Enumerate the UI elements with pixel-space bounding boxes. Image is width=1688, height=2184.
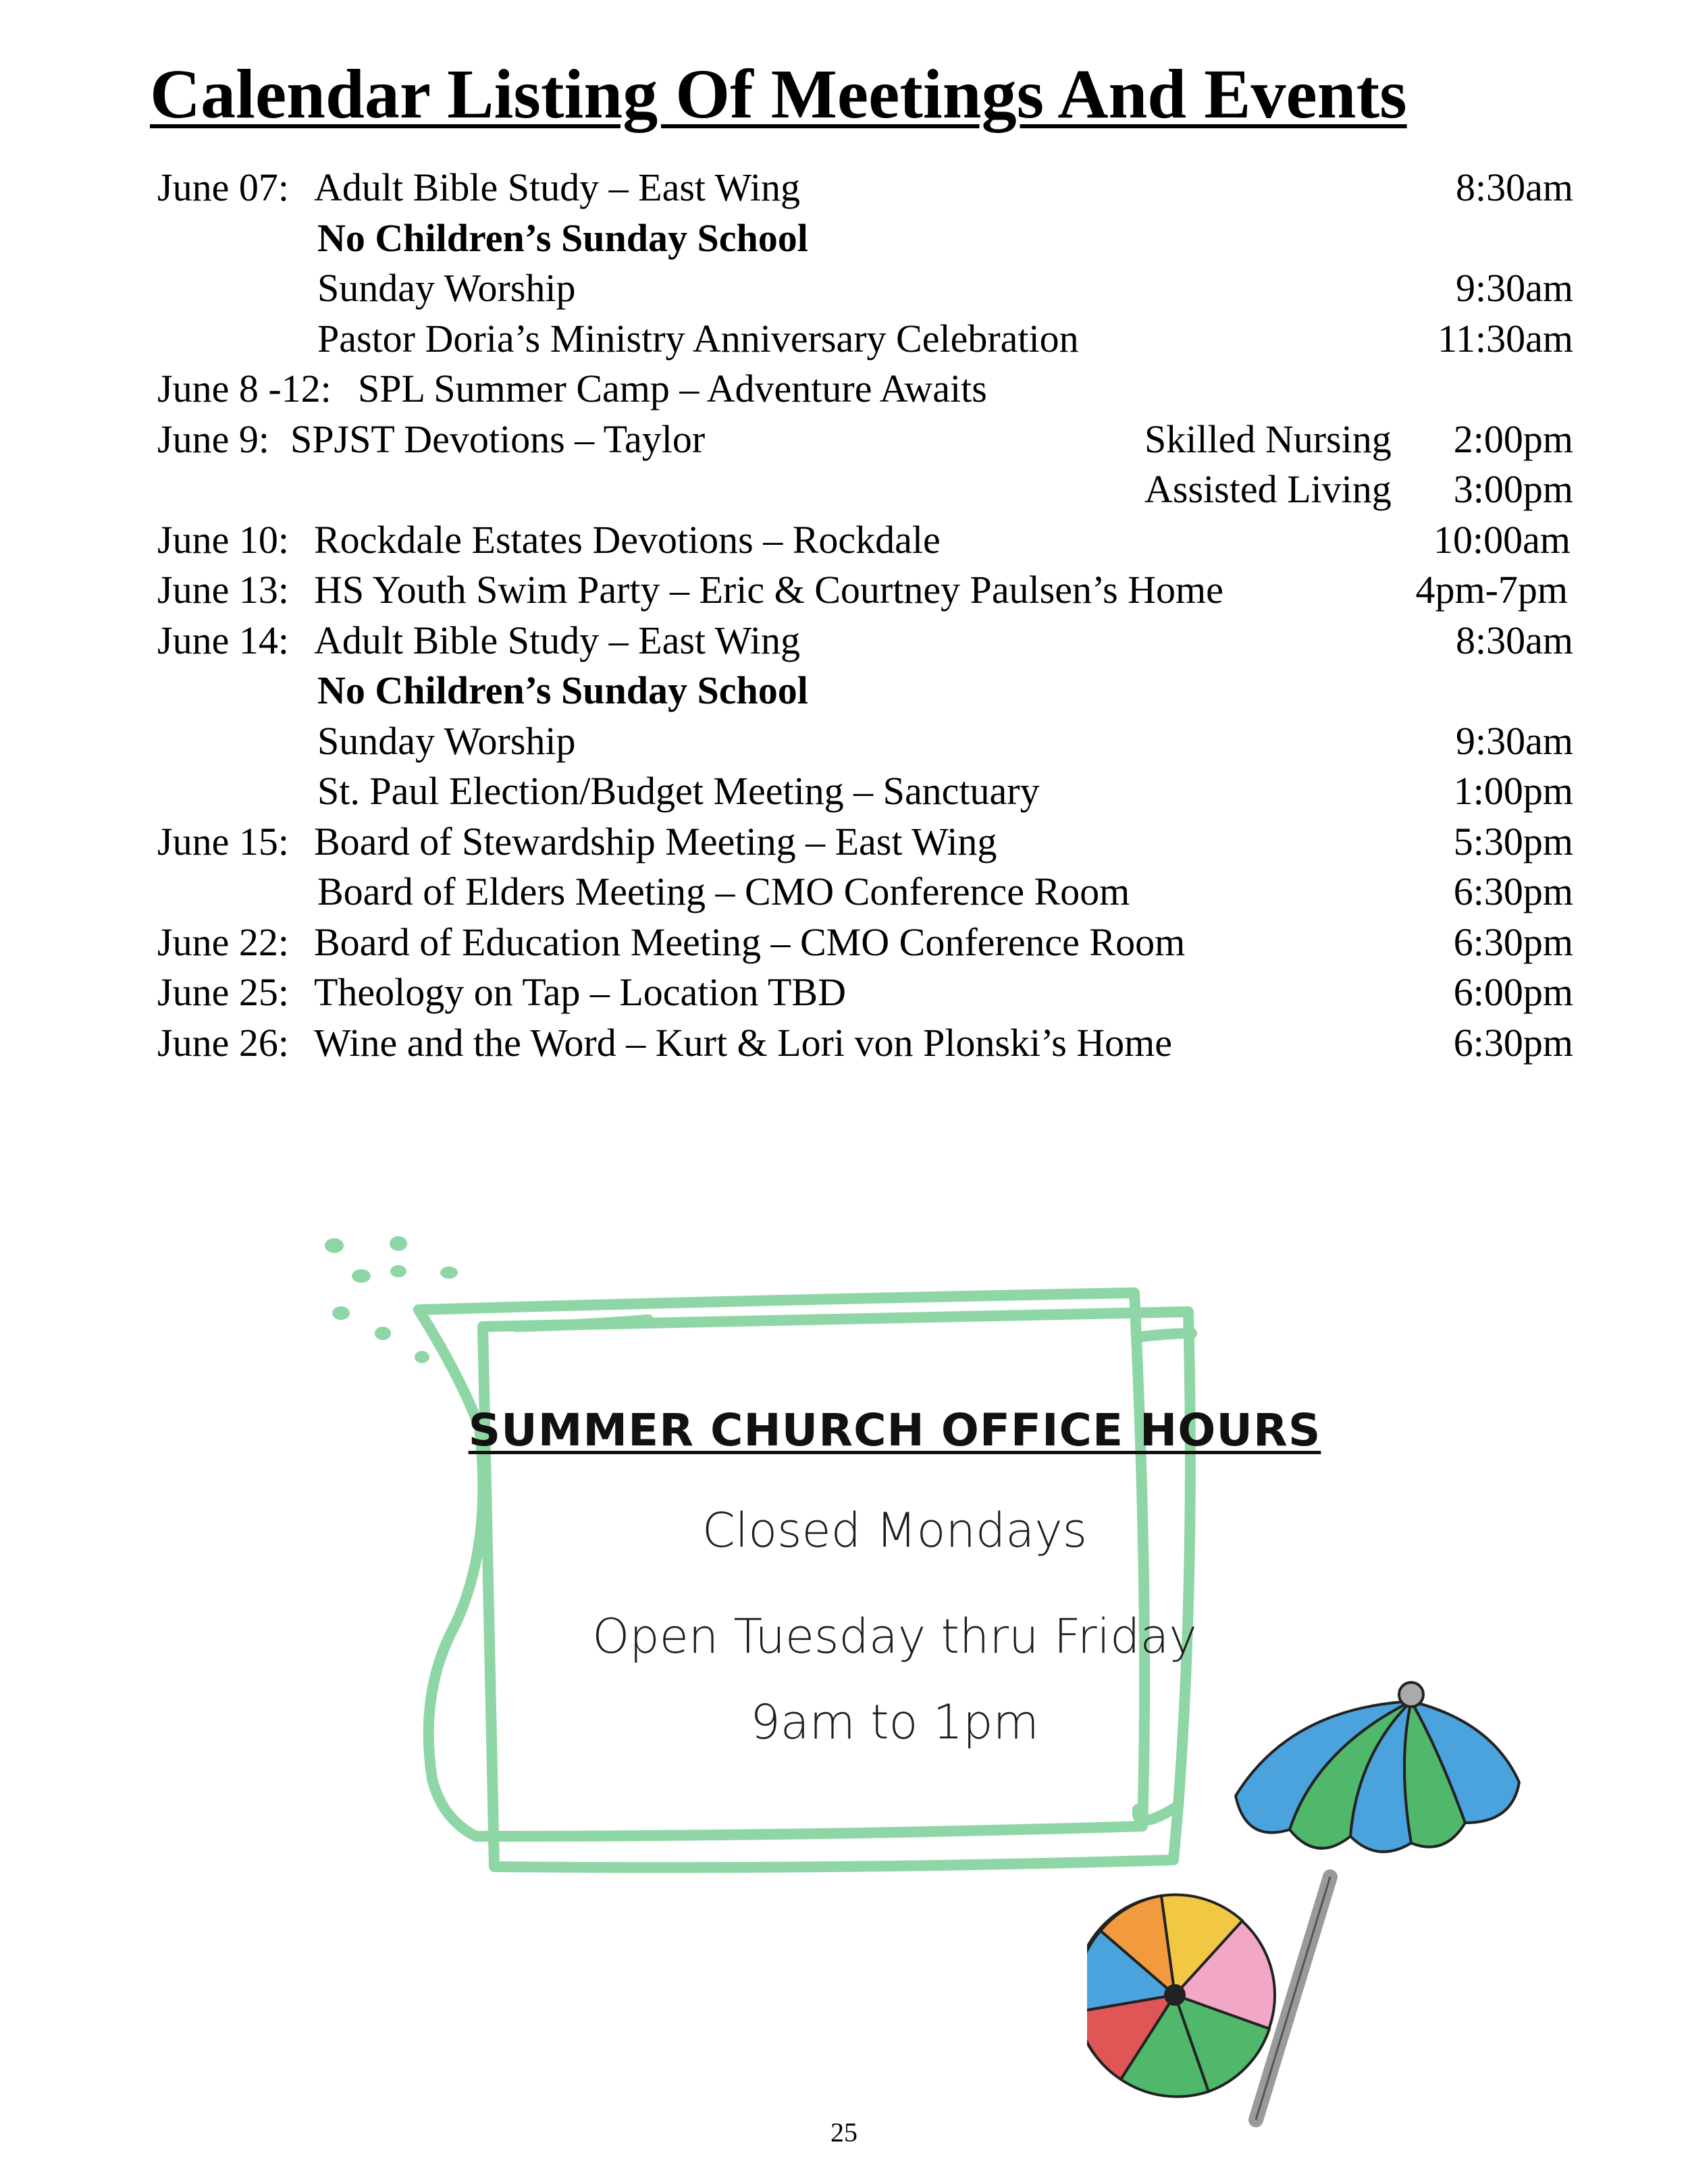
event-row bbox=[0, 265, 1688, 312]
event-location-detail: Skilled Nursing bbox=[1144, 417, 1392, 461]
event-row bbox=[0, 667, 1688, 714]
event-date: June 8 -12: bbox=[157, 367, 332, 410]
event-time: 9:30am bbox=[1456, 266, 1573, 310]
event-date: June 26: bbox=[157, 1020, 289, 1065]
event-time: 11:30am bbox=[1438, 316, 1573, 361]
event-row bbox=[0, 416, 1688, 463]
event-location-detail: Assisted Living bbox=[1144, 467, 1392, 511]
event-row bbox=[0, 818, 1688, 865]
office-hours-open-days: Open Tuesday thru Friday bbox=[592, 1609, 1197, 1664]
event-row bbox=[0, 617, 1688, 664]
event-date: June 10: bbox=[157, 517, 289, 562]
event-time: 6:00pm bbox=[1453, 970, 1573, 1014]
event-row bbox=[0, 868, 1688, 915]
event-description: Theology on Tap – Location TBD bbox=[314, 970, 846, 1014]
event-description: No Children’s Sunday School bbox=[317, 668, 808, 712]
event-description: Board of Stewardship Meeting – East Wing bbox=[314, 819, 997, 863]
event-row bbox=[0, 768, 1688, 815]
event-row bbox=[0, 919, 1688, 966]
event-description: Sunday Worship bbox=[317, 266, 576, 310]
event-time: 6:30pm bbox=[1453, 870, 1573, 913]
event-description: Pastor Doria’s Ministry Anniversary Celebration bbox=[317, 316, 1079, 361]
beach-ball-icon bbox=[1087, 1895, 1275, 2097]
event-date: June 13: bbox=[157, 568, 289, 612]
event-description: HS Youth Swim Party – Eric & Courtney Paulsen’s Home bbox=[314, 568, 1223, 612]
event-description: St. Paul Election/Budget Meeting – Sanctuary bbox=[317, 769, 1040, 813]
office-hours-closed: Closed Mondays bbox=[702, 1503, 1088, 1558]
event-description: Adult Bible Study – East Wing bbox=[314, 618, 800, 662]
event-row bbox=[0, 215, 1688, 262]
event-time: 2:00pm bbox=[1453, 417, 1573, 461]
event-time: 8:30am bbox=[1456, 618, 1573, 662]
event-description: SPJST Devotions – Taylor bbox=[290, 417, 706, 461]
page-number: 25 bbox=[830, 2117, 858, 2148]
event-date: June 25: bbox=[157, 970, 289, 1014]
event-time: 6:30pm bbox=[1453, 1020, 1573, 1065]
event-description: No Children’s Sunday School bbox=[317, 215, 808, 260]
event-time: 10:00am bbox=[1433, 517, 1571, 562]
beach-umbrella-illustration bbox=[1087, 1661, 1600, 2147]
event-description: SPL Summer Camp – Adventure Awaits bbox=[358, 367, 987, 410]
event-row bbox=[0, 516, 1688, 564]
event-description: Board of Elders Meeting – CMO Conference Room bbox=[317, 870, 1130, 913]
event-time: 6:30pm bbox=[1453, 920, 1573, 964]
event-row bbox=[0, 718, 1688, 765]
event-row bbox=[0, 315, 1688, 363]
office-hours-title: SUMMER CHURCH OFFICE HOURS bbox=[468, 1404, 1321, 1456]
page-title: Calendar Listing Of Meetings And Events bbox=[150, 55, 1407, 133]
event-time: 3:00pm bbox=[1453, 467, 1573, 511]
event-row bbox=[0, 566, 1688, 614]
event-time: 1:00pm bbox=[1453, 769, 1573, 813]
event-date: June 9: bbox=[157, 417, 269, 461]
event-date: June 07: bbox=[157, 165, 289, 209]
event-time: 5:30pm bbox=[1453, 819, 1573, 863]
event-description: Wine and the Word – Kurt & Lori von Plonski’s Home bbox=[314, 1020, 1173, 1065]
event-row bbox=[0, 969, 1688, 1016]
event-time: 9:30am bbox=[1456, 718, 1573, 763]
event-date: June 15: bbox=[157, 819, 289, 863]
event-date: June 22: bbox=[157, 920, 289, 964]
event-date: June 14: bbox=[157, 618, 289, 662]
event-description: Sunday Worship bbox=[317, 718, 576, 763]
office-hours-time: 9am to 1pm bbox=[750, 1695, 1039, 1750]
event-time: 8:30am bbox=[1456, 165, 1573, 209]
event-row bbox=[0, 1019, 1688, 1067]
event-row bbox=[0, 365, 1688, 412]
event-time: 4pm-7pm bbox=[1415, 568, 1568, 612]
event-row bbox=[0, 164, 1688, 211]
event-description: Board of Education Meeting – CMO Conference Room bbox=[314, 920, 1186, 964]
event-description: Adult Bible Study – East Wing bbox=[314, 165, 800, 209]
event-description: Rockdale Estates Devotions – Rockdale bbox=[314, 517, 941, 562]
event-row bbox=[0, 466, 1688, 513]
